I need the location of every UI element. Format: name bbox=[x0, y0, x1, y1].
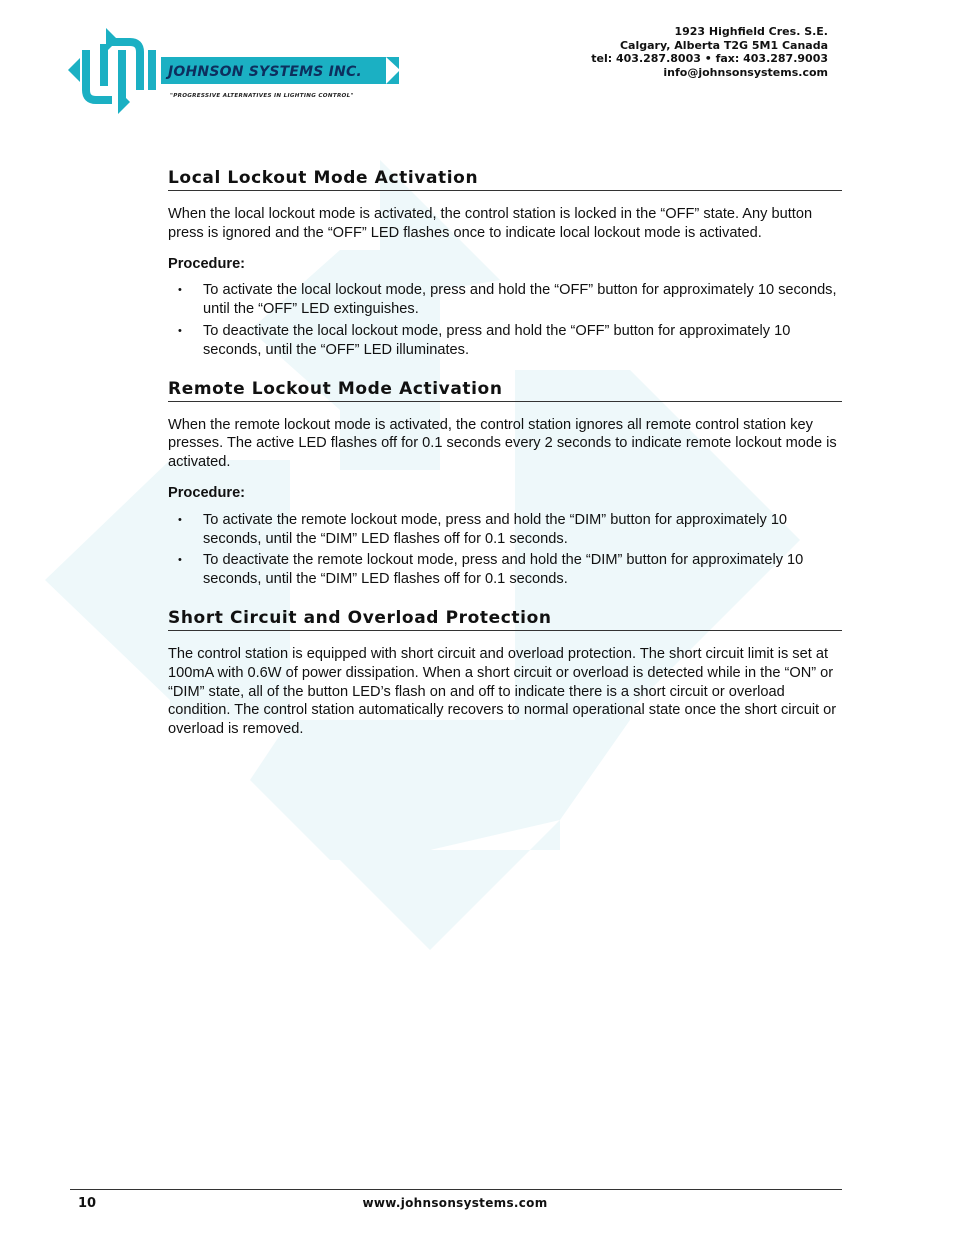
section-body: When the remote lockout mode is activated, the control station ignores all remote control station key presses. The active LED flashes off for 0.1 seconds every 2 seconds to indicate remote lockout mode is activated. bbox=[168, 416, 837, 471]
address-city: Calgary, Alberta T2G 5M1 Canada bbox=[619, 38, 828, 52]
section-local-lockout bbox=[168, 168, 842, 360]
bullet: • bbox=[178, 324, 182, 337]
section-heading: Local Lockout Mode Activation bbox=[168, 168, 842, 191]
page-number: 10 bbox=[78, 1196, 97, 1211]
list-item-text: To deactivate the local lockout mode, press and hold the “OFF” button for approximately 10 seconds, until the “OFF” LED illuminates. bbox=[203, 322, 791, 358]
address-block bbox=[591, 25, 828, 79]
procedure-list bbox=[168, 511, 842, 589]
tagline: "PROGRESSIVE ALTERNATIVES IN LIGHTING CONTROL" bbox=[170, 93, 354, 99]
address-street: 1923 Highfield Cres. S.E. bbox=[674, 25, 828, 38]
section-short-circuit bbox=[168, 608, 842, 739]
list-item bbox=[168, 551, 842, 589]
procedure-label: Procedure: bbox=[168, 484, 246, 501]
bullet: • bbox=[178, 284, 182, 297]
section-remote-lockout bbox=[168, 379, 842, 589]
section-body: When the local lockout mode is activated, the control station is locked in the “OFF” state. Any button press is ignored and the “OFF” LED flashes once to indicate local lockout mode is activated. bbox=[168, 206, 813, 241]
list-item-text: To activate the local lockout mode, press and hold the “OFF” button for approximately 10 seconds, until the “OFF” LED extinguishes. bbox=[203, 282, 837, 318]
section-heading: Short Circuit and Overload Protection bbox=[168, 608, 842, 631]
address-phone: tel: 403.287.8003 • fax: 403.287.9003 bbox=[591, 52, 828, 65]
brand-name: JOHNSON SYSTEMS INC. bbox=[168, 64, 362, 80]
list-item-text: To deactivate the remote lockout mode, press and hold the “DIM” button for approximately 10 seconds, until the “DIM” LED flashes off for 0.1 seconds. bbox=[203, 552, 804, 588]
bullet: • bbox=[178, 554, 182, 567]
bullet: • bbox=[178, 513, 182, 526]
list-item bbox=[168, 281, 842, 319]
section-heading: Remote Lockout Mode Activation bbox=[168, 379, 842, 402]
procedure-label: Procedure: bbox=[168, 255, 246, 272]
list-item-text: To activate the remote lockout mode, press and hold the “DIM” button for approximately 10 seconds, until the “DIM” LED flashes off for 0.1 seconds. bbox=[203, 511, 788, 547]
address-email: info@johnsonsystems.com bbox=[663, 65, 828, 79]
list-item bbox=[168, 511, 842, 549]
footer-divider bbox=[70, 1189, 842, 1190]
section-body: The control station is equipped with short circuit and overload protection. The short circuit limit is set at 100mA with 0.6W of power dissipation. When a short circuit or overload is detected while in the “ON” or “DIM” state, all of the button LED’s flash on and off to indicate there is a short circuit or overload condition. The control station automatically recovers to normal operational state once the short circuit or overload is removed. bbox=[168, 645, 837, 738]
procedure-list bbox=[168, 281, 842, 359]
list-item bbox=[168, 322, 842, 360]
footer-website: www.johnsonsystems.com bbox=[362, 1196, 548, 1210]
main-content bbox=[168, 168, 842, 739]
